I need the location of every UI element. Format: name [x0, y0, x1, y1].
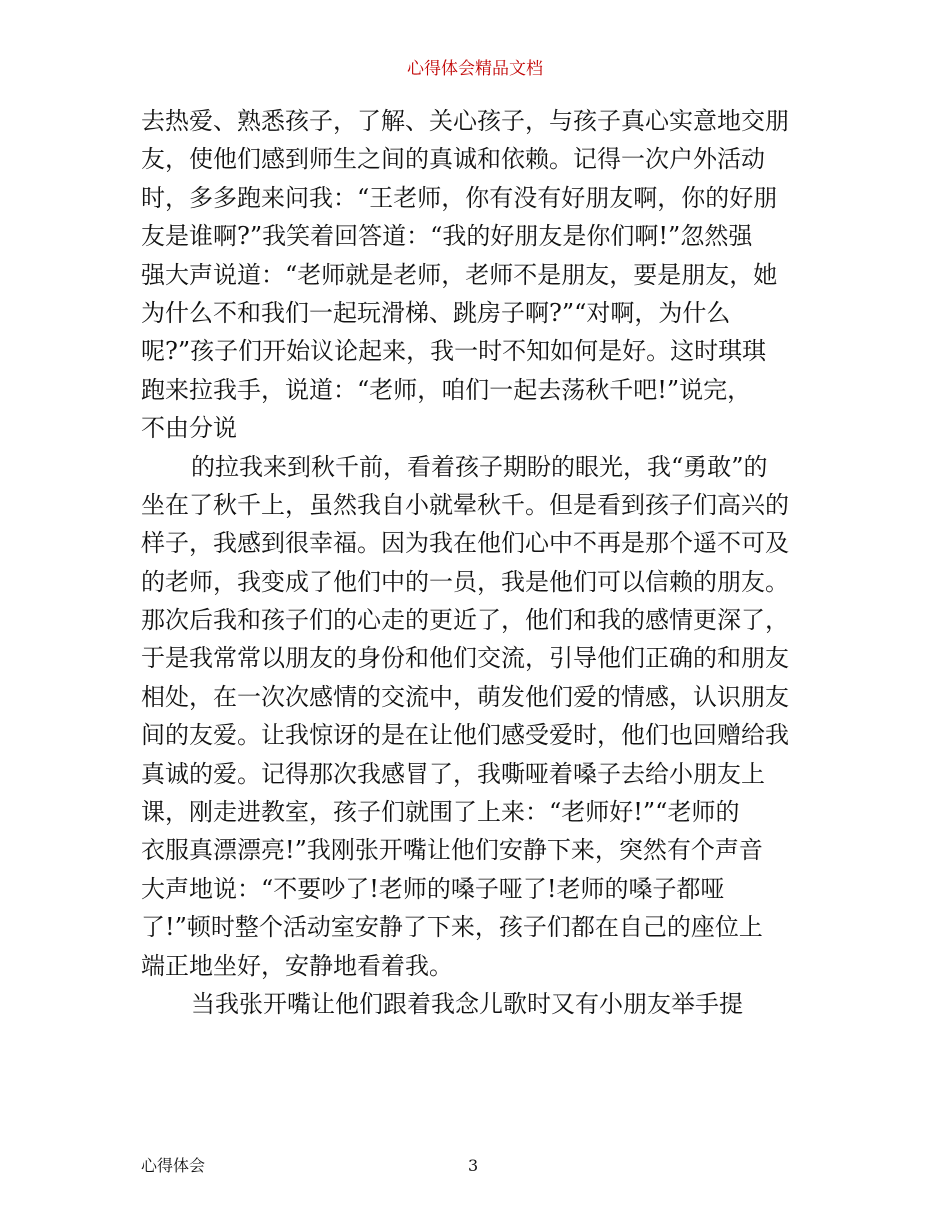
text-line: 大声地说：“不要吵了!老师的嗓子哑了!老师的嗓子都哑 [141, 874, 725, 903]
text-line: 样子，我感到很幸福。因为我在他们心中不再是那个遥不可及 [141, 529, 789, 558]
text-line: 了!”顿时整个活动室安静了下来，孩子们都在自己的座位上 [141, 913, 763, 942]
text-line: 友，使他们感到师生之间的真诚和依赖。记得一次户外活动 [141, 145, 765, 174]
text-line: 坐在了秋千上，虽然我自小就晕秋千。但是看到孩子们高兴的 [141, 490, 789, 519]
document-body [141, 102, 813, 1023]
text-line: 衣服真漂漂亮!”我刚张开嘴让他们安静下来，突然有个声音 [141, 836, 763, 865]
text-line: 相处，在一次次感情的交流中，萌发他们爱的情感，认识朋友 [141, 682, 789, 711]
text-line: 的老师，我变成了他们中的一员，我是他们可以信赖的朋友。 [141, 567, 789, 596]
text-line: 端正地坐好，安静地看着我。 [141, 951, 453, 980]
paragraph-start-line: 当我张开嘴让他们跟着我念儿歌时又有小朋友举手提 [191, 989, 743, 1018]
page-number: 3 [468, 1156, 479, 1175]
page-header: 心得体会精品文档 [407, 59, 543, 79]
text-line: 呢?”孩子们开始议论起来，我一时不知如何是好。这时琪琪 [141, 337, 767, 366]
text-line: 跑来拉我手，说道：“老师，咱们一起去荡秋千吧!”说完， [141, 375, 752, 404]
text-line: 于是我常常以朋友的身份和他们交流，引导他们正确的和朋友 [141, 644, 789, 673]
text-line: 为什么不和我们一起玩滑梯、跳房子啊?”“对啊，为什么 [141, 298, 731, 327]
text-line: 去热爱、熟悉孩子，了解、关心孩子，与孩子真心实意地交朋 [141, 107, 789, 135]
text-line: 课，刚走进教室，孩子们就围了上来：“老师好!”“老师的 [141, 798, 740, 827]
text-line: 时，多多跑来问我：“王老师，你有没有好朋友啊，你的好朋 [141, 183, 778, 212]
text-line: 不由分说 [141, 414, 237, 443]
footer-label: 心得体会 [141, 1156, 206, 1175]
text-line: 强大声说道：“老师就是老师，老师不是朋友，要是朋友，她 [141, 260, 778, 289]
paragraph-start-line: 的拉我来到秋千前，看着孩子期盼的眼光，我“勇敢”的 [191, 452, 768, 481]
text-line: 那次后我和孩子们的心走的更近了，他们和我的感情更深了， [141, 606, 789, 635]
text-line: 友是谁啊?”我笑着回答道：“我的好朋友是你们啊!”忽然强 [141, 222, 753, 251]
text-line: 间的友爱。让我惊讶的是在让他们感受爱时，他们也回赠给我 [141, 721, 789, 750]
text-line: 真诚的爱。记得那次我感冒了，我嘶哑着嗓子去给小朋友上 [141, 759, 765, 788]
